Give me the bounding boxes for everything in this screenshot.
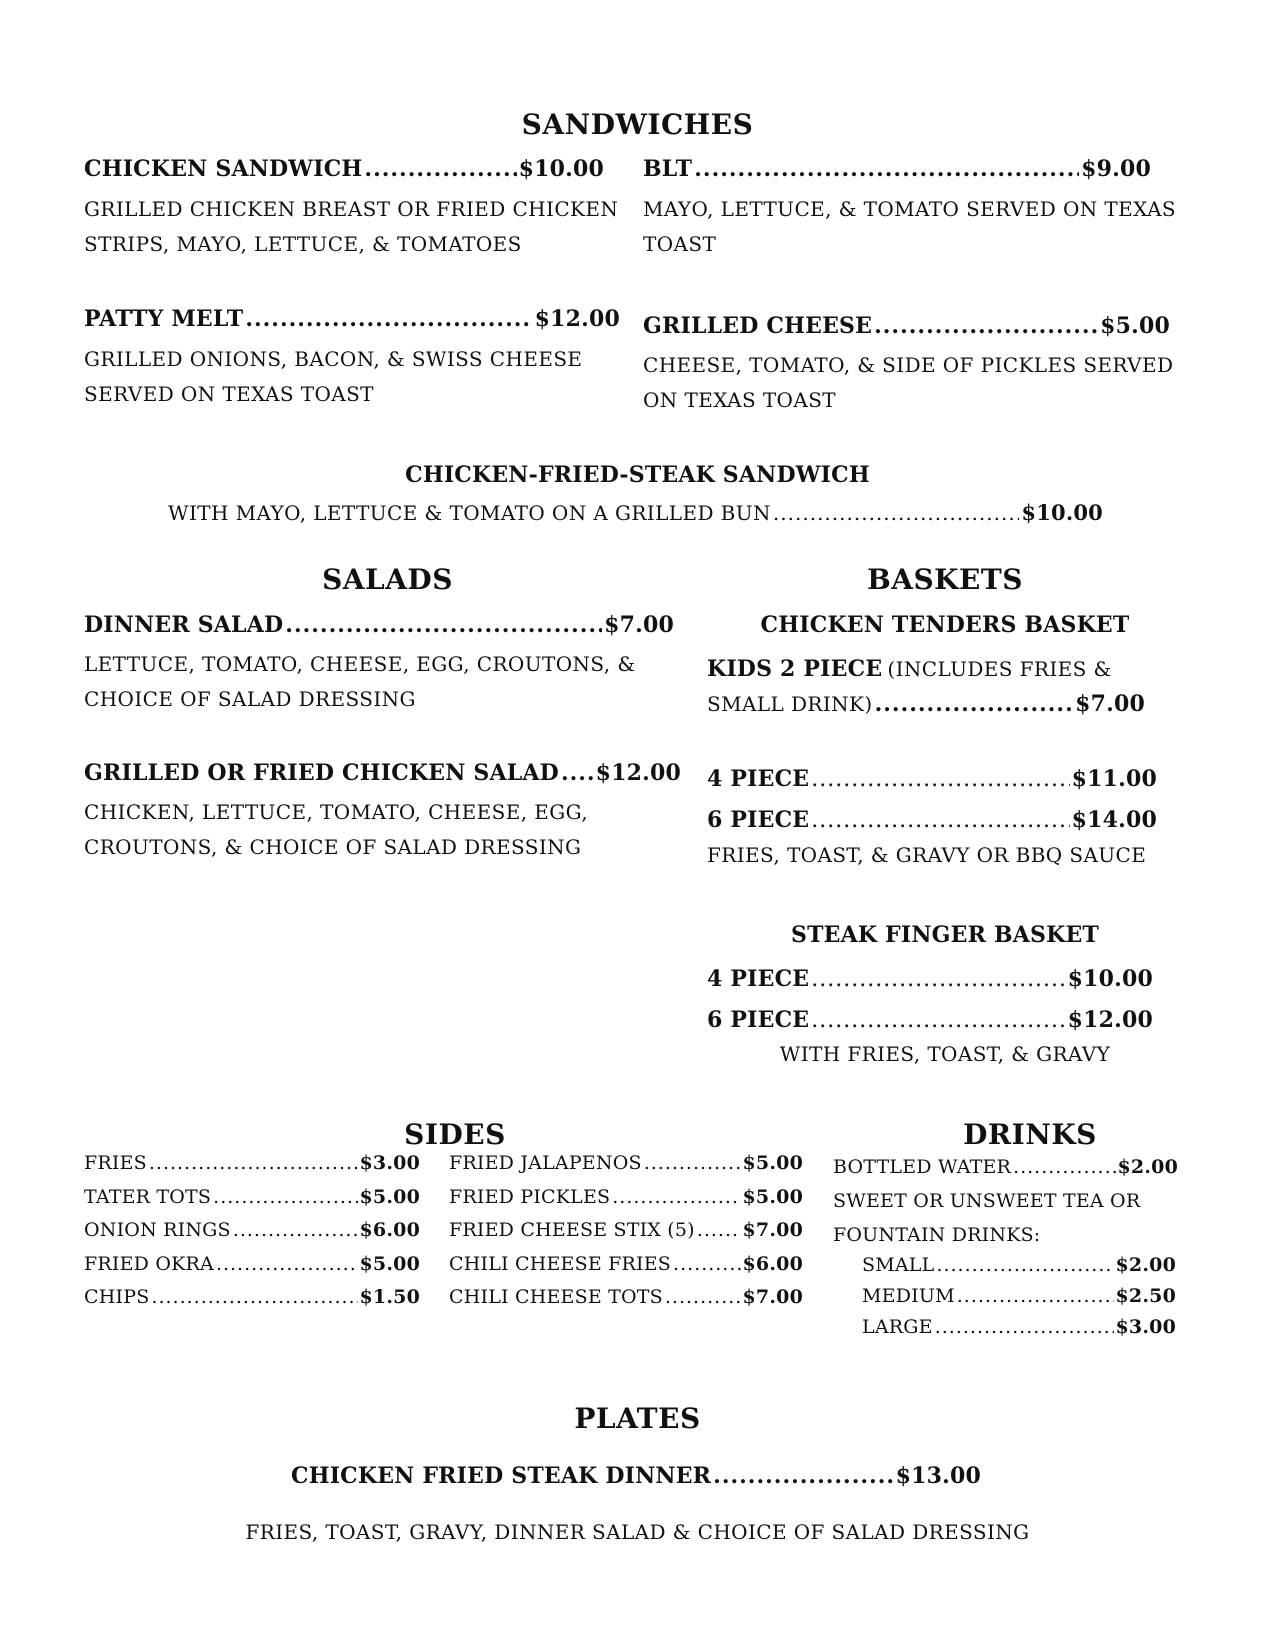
item-name: BLT <box>643 156 693 182</box>
tenders-basket-title: CHICKEN TENDERS BASKET <box>760 612 1130 638</box>
side-item <box>84 1253 420 1275</box>
desc-line: CHOICE OF SALAD DRESSING <box>84 687 416 711</box>
steak-finger-basket-title: STEAK FINGER BASKET <box>790 922 1099 948</box>
item-price: $3.00 <box>1115 1316 1176 1338</box>
side-item <box>449 1219 803 1241</box>
item-price: $12.00 <box>534 306 620 332</box>
item-price: $2.00 <box>1117 1156 1178 1178</box>
item-name: 6 PIECE <box>707 1007 810 1033</box>
grilled-cheese-item <box>643 313 1170 339</box>
desc-line: CROUTONS, & CHOICE OF SALAD DRESSING <box>84 835 582 859</box>
item-name: 4 PIECE <box>707 966 810 992</box>
item-price: $10.00 <box>518 156 604 182</box>
patty-melt-desc <box>84 342 582 412</box>
desc-line: LETTUCE, TOMATO, CHEESE, EGG, CROUTONS, & <box>84 652 636 676</box>
sandwiches-heading: SANDWICHES <box>521 108 754 141</box>
item-name: FRIED CHEESE STIX (5) <box>449 1219 695 1241</box>
patty-melt-item <box>84 306 620 332</box>
side-item <box>449 1286 803 1308</box>
item-price: $10.00 <box>1067 966 1153 992</box>
item-price: $2.50 <box>1115 1285 1176 1307</box>
side-item <box>449 1253 803 1275</box>
item-name: FRIED PICKLES <box>449 1185 611 1208</box>
item-name: PATTY MELT <box>84 306 244 332</box>
cfs-sandwich-item <box>168 499 1103 527</box>
side-item <box>84 1286 420 1308</box>
item-note: SMALL DRINK) <box>707 692 873 716</box>
item-note: (INCLUDES FRIES & <box>887 657 1112 681</box>
item-name: FRIED OKRA <box>84 1252 214 1275</box>
item-name: ONION RINGS <box>84 1219 231 1241</box>
item-price: $6.00 <box>359 1219 420 1241</box>
item-name: SMALL <box>862 1254 935 1276</box>
tenders-4-piece-item <box>707 766 1157 792</box>
drink-size-item <box>862 1316 1176 1338</box>
side-item <box>84 1219 420 1241</box>
cfs-dinner-desc: FRIES, TOAST, GRAVY, DINNER SALAD & CHOICE OF SALAD DRESSING <box>245 1520 1030 1544</box>
item-name: GRILLED OR FRIED CHICKEN SALAD <box>84 760 559 786</box>
salads-heading: SALADS <box>322 563 453 596</box>
side-item <box>84 1186 420 1208</box>
item-name: MEDIUM <box>862 1285 955 1307</box>
item-name: 4 PIECE <box>707 766 810 792</box>
drink-size-item <box>862 1254 1176 1276</box>
item-price: $5.00 <box>742 1152 803 1174</box>
item-price: $5.00 <box>359 1252 420 1275</box>
cfs-sandwich-name: CHICKEN-FRIED-STEAK SANDWICH <box>405 462 870 488</box>
item-name: TATER TOTS <box>84 1185 212 1208</box>
desc-line: CHICKEN, LETTUCE, TOMATO, CHEESE, EGG, <box>84 800 589 824</box>
item-name: LARGE <box>862 1316 933 1338</box>
steak-finger-basket-desc: WITH FRIES, TOAST, & GRAVY <box>779 1042 1111 1066</box>
item-price: $9.00 <box>1081 156 1151 182</box>
side-item <box>84 1152 420 1174</box>
kids-2-piece-price-row <box>707 690 1145 718</box>
side-item <box>449 1186 803 1208</box>
item-name: CHILI CHEESE TOTS <box>449 1286 663 1308</box>
item-name: FRIES <box>84 1152 147 1174</box>
blt-desc <box>643 192 1176 262</box>
item-price: $12.00 <box>1067 1007 1153 1033</box>
item-price: $6.00 <box>742 1252 803 1275</box>
dinner-salad-item <box>84 612 674 638</box>
tea-line-2: FOUNTAIN DRINKS: <box>833 1224 1041 1246</box>
item-name: FRIED JALAPENOS <box>449 1152 642 1174</box>
item-name: KIDS 2 PIECE <box>707 656 883 682</box>
chicken-salad-desc <box>84 795 588 865</box>
item-price: $7.00 <box>1075 691 1145 717</box>
item-price: $3.00 <box>359 1152 420 1174</box>
item-price: $5.00 <box>1100 313 1170 339</box>
chicken-sandwich-item <box>84 156 604 182</box>
tea-line-1: SWEET OR UNSWEET TEA OR <box>833 1190 1141 1212</box>
desc-line: MAYO, LETTUCE, & TOMATO SERVED ON TEXAS <box>643 197 1177 221</box>
item-price: $13.00 <box>895 1463 981 1489</box>
item-price: $7.00 <box>604 612 674 638</box>
item-price: $1.50 <box>359 1286 420 1308</box>
desc-line: ON TEXAS TOAST <box>643 388 837 412</box>
sides-heading: SIDES <box>404 1118 506 1151</box>
item-price: $5.00 <box>742 1185 803 1208</box>
desc-line: GRILLED ONIONS, BACON, & SWISS CHEESE <box>84 347 583 371</box>
kids-2-piece-item <box>707 652 1112 687</box>
item-price: $14.00 <box>1071 807 1157 833</box>
cfs-dinner-item <box>291 1463 981 1489</box>
item-name: GRILLED CHEESE <box>643 313 873 339</box>
drinks-heading: DRINKS <box>963 1118 1097 1151</box>
desc-line: TOAST <box>643 232 717 256</box>
item-name: CHILI CHEESE FRIES <box>449 1252 672 1275</box>
item-name: CHICKEN FRIED STEAK DINNER <box>291 1463 712 1489</box>
tenders-basket-desc: FRIES, TOAST, & GRAVY OR BBQ SAUCE <box>707 843 1147 867</box>
desc-line: STRIPS, MAYO, LETTUCE, & TOMATOES <box>84 232 522 256</box>
plates-heading: PLATES <box>574 1402 701 1435</box>
side-item <box>449 1152 803 1174</box>
steak-finger-4-piece-item <box>707 966 1153 992</box>
item-name: BOTTLED WATER <box>833 1156 1012 1178</box>
item-name: CHICKEN SANDWICH <box>84 156 363 182</box>
dinner-salad-desc <box>84 647 636 717</box>
chicken-sandwich-desc <box>84 192 618 262</box>
grilled-cheese-desc <box>643 348 1173 418</box>
steak-finger-6-piece-item <box>707 1007 1153 1033</box>
item-price: $10.00 <box>1021 500 1103 525</box>
item-name: DINNER SALAD <box>84 612 284 638</box>
desc-line: SERVED ON TEXAS TOAST <box>84 382 374 406</box>
desc-line: GRILLED CHICKEN BREAST OR FRIED CHICKEN <box>84 197 619 221</box>
item-price: $2.00 <box>1115 1254 1176 1276</box>
item-desc: WITH MAYO, LETTUCE & TOMATO ON A GRILLED BUN <box>168 501 771 525</box>
item-price: $7.00 <box>742 1219 803 1241</box>
item-price: $5.00 <box>359 1185 420 1208</box>
desc-line: CHEESE, TOMATO, & SIDE OF PICKLES SERVED <box>643 353 1174 377</box>
bottled-water-item <box>833 1156 1178 1178</box>
item-name: 6 PIECE <box>707 807 810 833</box>
item-price: $7.00 <box>742 1286 803 1308</box>
tenders-6-piece-item <box>707 807 1157 833</box>
item-price: $11.00 <box>1071 766 1157 792</box>
item-price: $12.00 <box>595 760 681 786</box>
chicken-salad-item <box>84 760 681 786</box>
drink-size-item <box>862 1285 1176 1307</box>
baskets-heading: BASKETS <box>867 563 1023 596</box>
item-name: CHIPS <box>84 1286 150 1308</box>
blt-item <box>643 156 1151 182</box>
